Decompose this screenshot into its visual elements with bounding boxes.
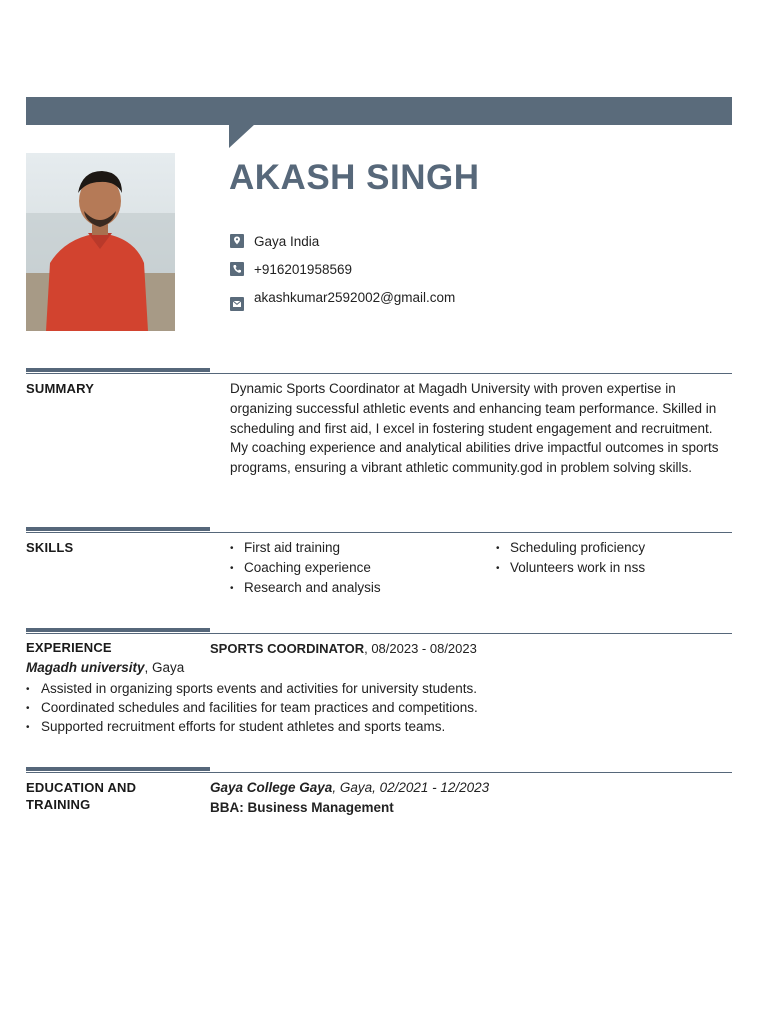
experience-heading: EXPERIENCE (26, 640, 112, 655)
contact-email (230, 289, 464, 311)
section-rule-accent (26, 628, 210, 632)
skill-item: • Research and analysis (230, 580, 381, 595)
candidate-name: AKASH SINGH (229, 158, 480, 197)
employer-name: Magadh university (26, 660, 145, 675)
location-pin-icon (230, 234, 244, 248)
section-rule-accent (26, 368, 210, 372)
employer-line (26, 660, 184, 675)
header-notch (229, 124, 255, 148)
education-school-line (210, 780, 489, 795)
skill-item: • Scheduling proficiency (496, 540, 646, 555)
summary-heading: SUMMARY (26, 381, 95, 396)
profile-photo (26, 153, 175, 331)
experience-bullet: • Assisted in organizing sports events and activities for university students. (26, 681, 477, 696)
experience-bullet: • Supported recruitment efforts for student athletes and sports teams. (26, 719, 446, 734)
section-divider (26, 373, 732, 374)
section-divider (26, 633, 732, 634)
skill-item: • First aid training (230, 540, 341, 555)
skills-heading: SKILLS (26, 540, 74, 555)
school-details: , Gaya, 02/2021 - 12/2023 (332, 780, 490, 795)
education-heading: EDUCATION AND TRAINING (26, 780, 137, 812)
job-title-line (210, 641, 477, 656)
section-rule-accent (26, 767, 210, 771)
section-divider (26, 772, 732, 773)
contact-location (230, 233, 319, 250)
section-divider (26, 532, 732, 533)
header-bar (26, 97, 732, 125)
email-icon (230, 297, 244, 311)
email-text: akashkumar2592002@gmail.com (254, 290, 456, 305)
contact-phone (230, 261, 352, 278)
phone-text: +916201958569 (254, 262, 352, 277)
location-text: Gaya India (254, 234, 320, 249)
experience-bullet: • Coordinated schedules and facilities for team practices and competitions. (26, 700, 478, 715)
phone-icon (230, 262, 244, 276)
section-rule-accent (26, 527, 210, 531)
employer-location: , Gaya (144, 660, 185, 675)
summary-text: Dynamic Sports Coordinator at Magadh University with proven expertise in organizing successful athletic events and enhancing team performance. Skilled in scheduling and first aid, I excel in fostering student engagement and recruitment. My coaching experience and analytical abilities drive impactful outcomes in sports programs, ensuring a vibrant athletic community.god in problem solving skills. (230, 381, 719, 476)
skill-item: • Volunteers work in nss (496, 560, 646, 575)
degree: BBA: Business Management (210, 800, 394, 815)
job-title: SPORTS COORDINATOR (210, 641, 365, 656)
job-dates: , 08/2023 - 08/2023 (364, 641, 477, 656)
school-name: Gaya College Gaya (210, 780, 333, 795)
skill-item: • Coaching experience (230, 560, 371, 575)
